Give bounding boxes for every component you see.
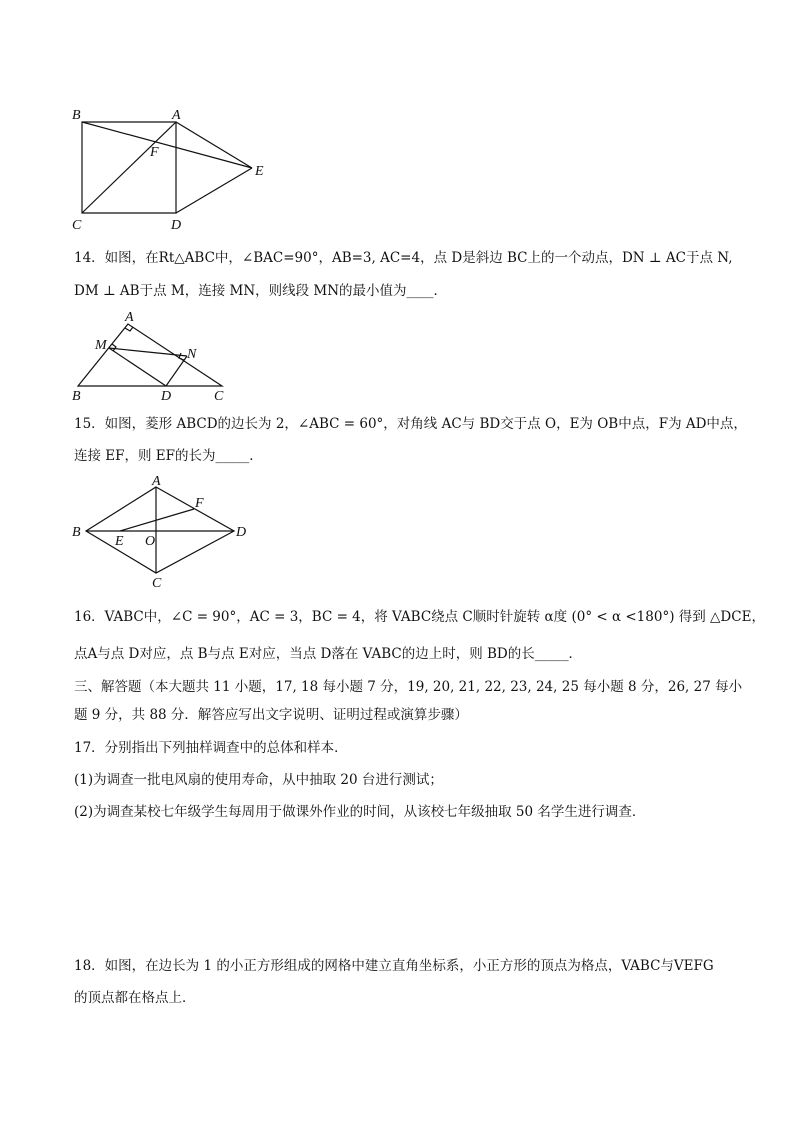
label-m: M [95, 338, 107, 353]
q18-line-2: 的顶点都在格点上． [74, 990, 196, 1006]
label-a: A [152, 474, 161, 489]
label-c: C [72, 218, 82, 233]
label-c: C [214, 389, 224, 404]
label-e: E [255, 164, 264, 179]
section-3-line-1: 三、解答题（本大题共 11 小题，17, 18 每小题 7 分，19, 20, 21, 22, 23, 24, 25 每小题 8 分，26, 27 每小 [74, 679, 743, 695]
q15-line-2: 连接 EF，则 EF的长为_____． [74, 448, 263, 464]
segment-ef [120, 509, 194, 531]
label-d: D [236, 525, 247, 540]
label-b: B [72, 525, 81, 540]
q18-line-1: 18．如图，在边长为 1 的小正方形组成的网格中建立直角坐标系，小正方形的顶点为格点，VABC与VEFG [74, 958, 714, 974]
label-b: B [72, 108, 81, 123]
figure-rhombus [66, 470, 256, 592]
figure-square-triangle [66, 100, 276, 235]
label-c: C [152, 576, 162, 591]
section-3-line-2: 题 9 分，共 88 分．解答应写出文字说明、证明过程或演算步骤） [74, 707, 468, 723]
right-angle-a [125, 327, 133, 331]
q17-item-1: (1)为调查一批电风扇的使用寿命，从中抽取 20 台进行测试； [74, 772, 443, 788]
label-f: F [150, 145, 159, 160]
right-angle-n [179, 353, 184, 360]
label-a: A [172, 108, 181, 123]
q14-line-1: 14．如图，在Rt△ABC中，∠BAC=90°，AB=3, AC=4，点 D是斜边 BC上的一个动点，DN ⊥ AC于点 N, [74, 250, 733, 266]
segment-dn [166, 356, 187, 386]
label-b: B [72, 389, 81, 404]
label-d: D [171, 218, 182, 233]
label-n: N [187, 347, 197, 362]
segment-be [82, 122, 252, 168]
segment-ca [82, 122, 176, 213]
label-d: D [161, 389, 172, 404]
segment-ae [176, 122, 252, 168]
triangle-abc [78, 324, 222, 386]
label-a: A [125, 310, 134, 325]
segment-dm [109, 348, 166, 386]
figure-right-triangle [66, 308, 236, 404]
q17-item-2: (2)为调查某校七年级学生每周用于做课外作业的时间，从该校七年级抽取 50 名学生进行调查． [74, 804, 646, 820]
q16-line-1: 16．VABC中，∠C = 90°，AC = 3，BC = 4，将 VABC绕点 C顺时针旋转 α度 (0° < α <180°) 得到 △DCE， [74, 609, 765, 625]
q17-title: 17．分别指出下列抽样调查中的总体和样本． [74, 740, 348, 756]
label-e: E [115, 534, 124, 549]
q16-line-2: 点A与点 D对应，点 B与点 E对应，当点 D落在 VABC的边上时，则 BD的长_____． [74, 646, 582, 662]
label-o: O [145, 534, 156, 549]
segment-mn [109, 348, 187, 356]
q14-line-2: DM ⊥ AB于点 M，连接 MN，则线段 MN的最小值为____． [74, 283, 448, 299]
segment-de [176, 168, 252, 213]
rhombus-abcd [86, 487, 234, 573]
q15-line-1: 15．如图，菱形 ABCD的边长为 2，∠ABC = 60°，对角线 AC与 BD交于点 O，E为 OB中点，F为 AD中点， [74, 416, 747, 432]
label-f: F [195, 496, 204, 511]
